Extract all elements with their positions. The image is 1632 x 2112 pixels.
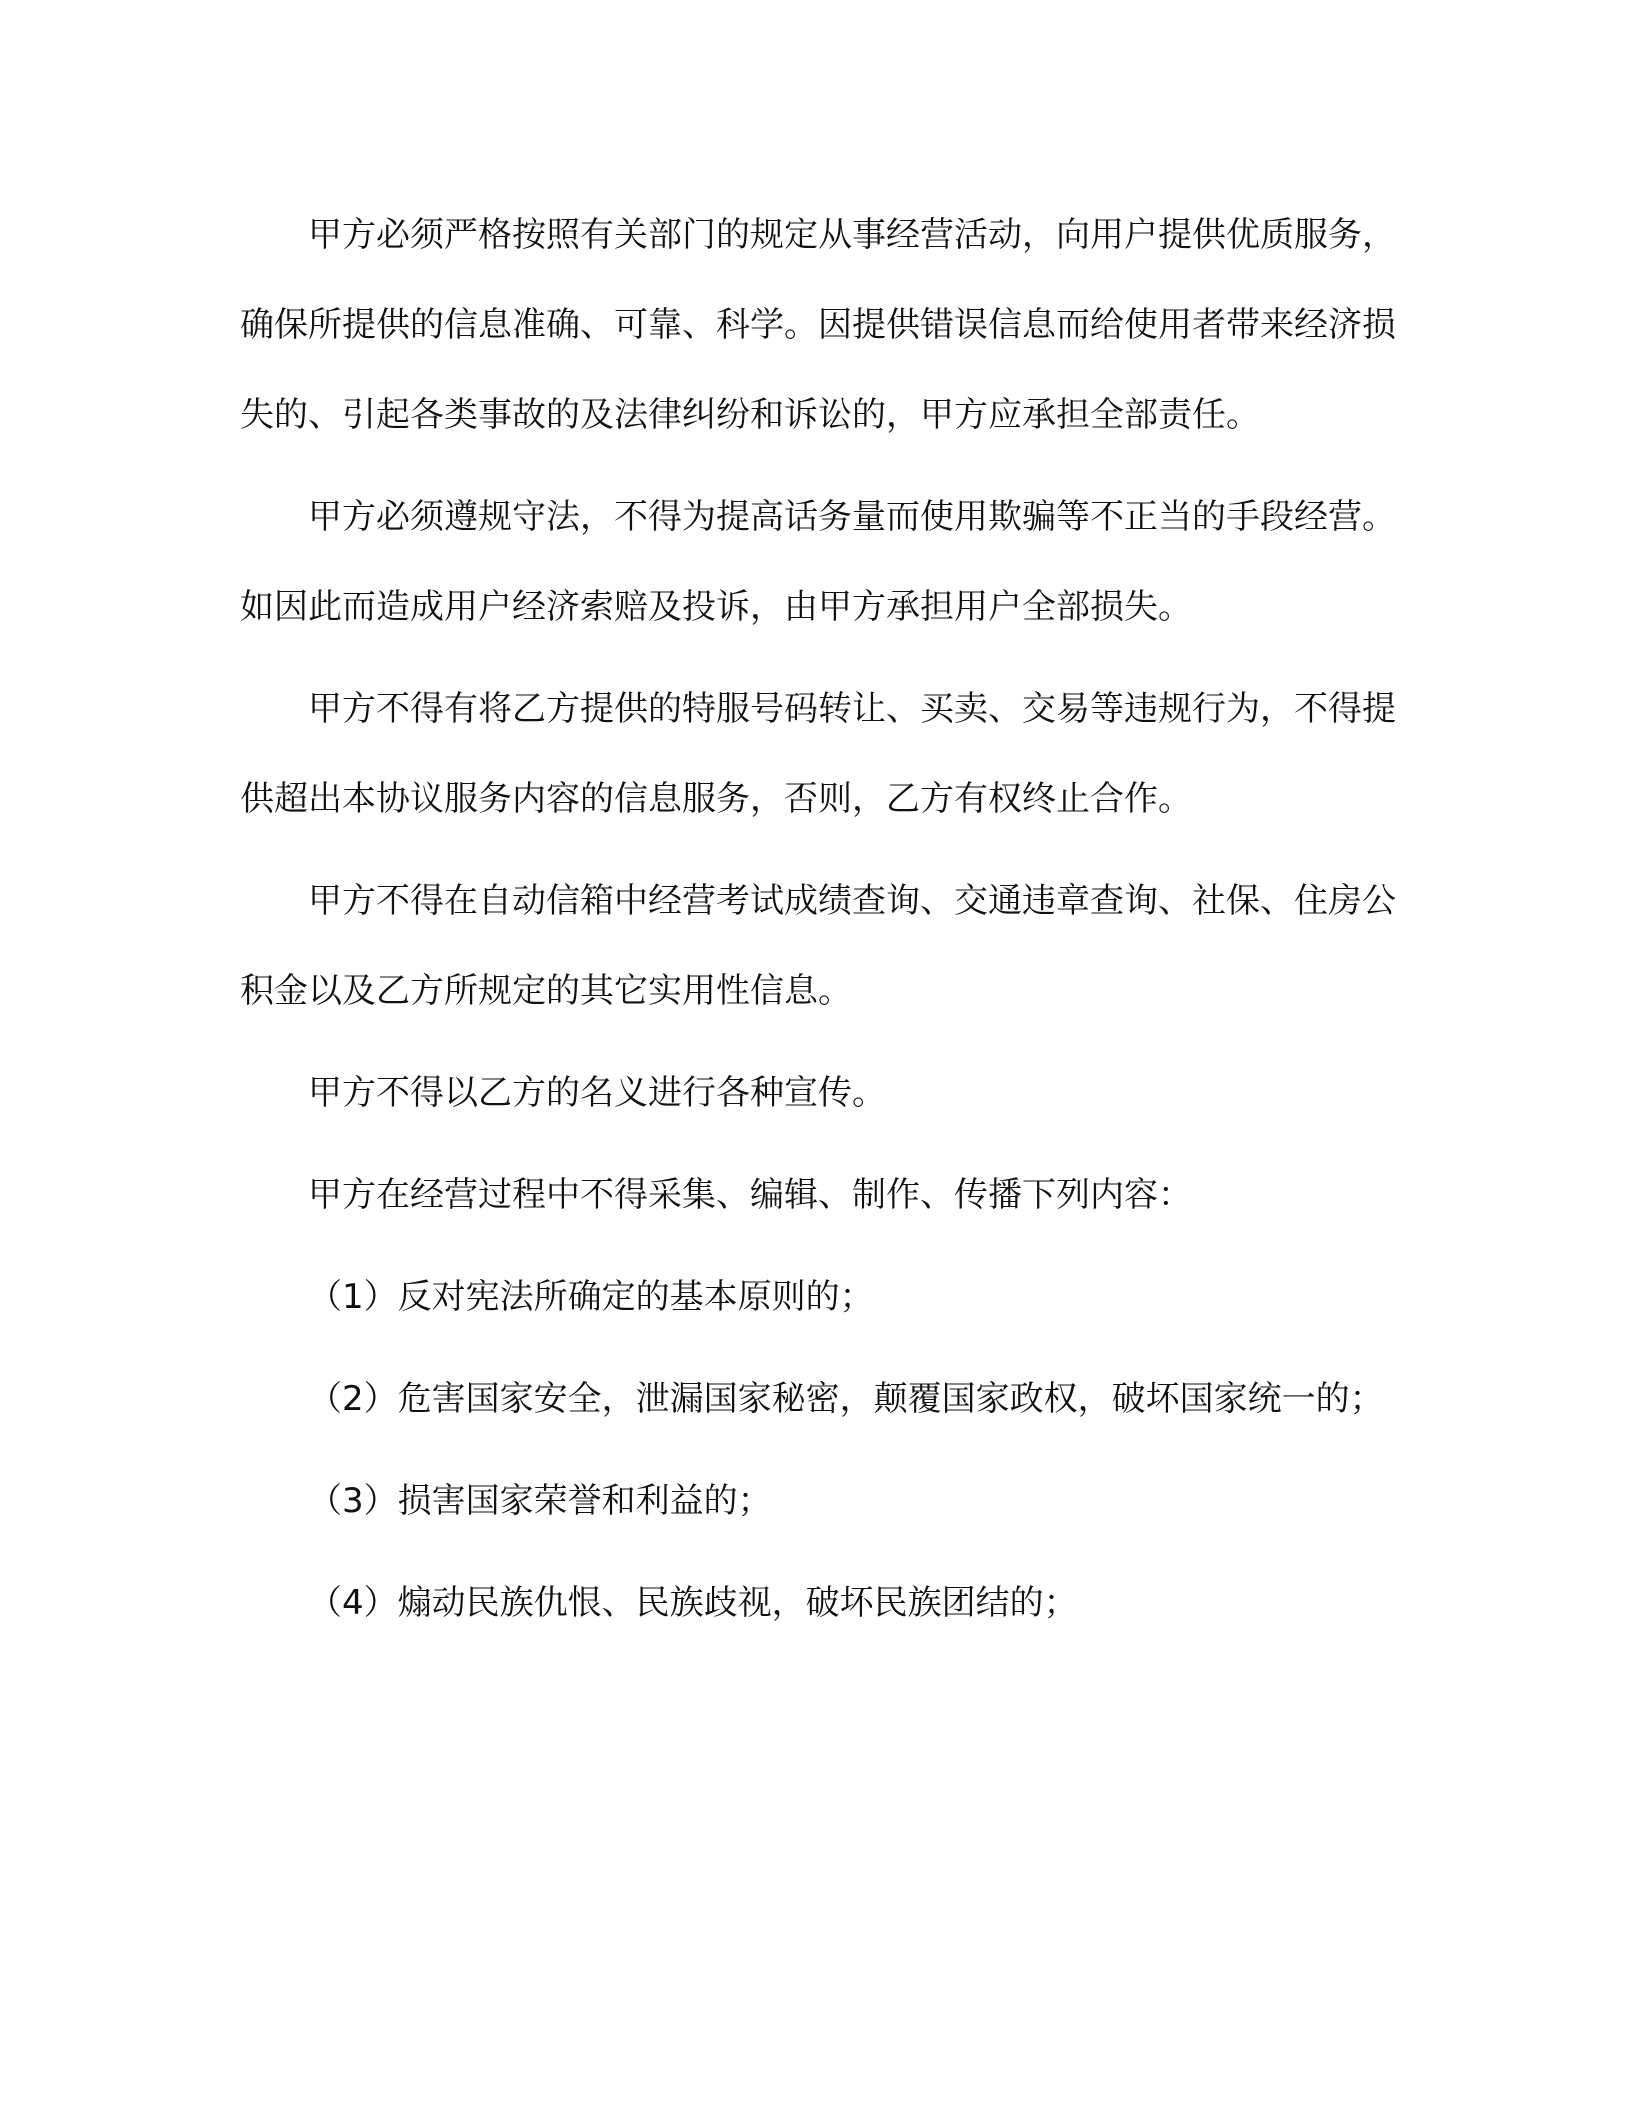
paragraph-6: 甲方在经营过程中不得采集、编辑、制作、传播下列内容： [308, 1175, 1192, 1215]
list-item-2: （2）危害国家安全，泄漏国家秘密，颠覆国家政权，破坏国家统一的； [308, 1379, 1384, 1419]
paragraph-5: 甲方不得以乙方的名义进行各种宣传。 [308, 1073, 886, 1113]
list-item-3: （3）损害国家荣誉和利益的； [308, 1481, 772, 1521]
paragraph-4: 甲方不得在自动信箱中经营考试成绩查询、交通违章查询、社保、住房公积金以及乙方所规定的其它实用性信息。 [240, 881, 1396, 1011]
list-item-1: （1）反对宪法所确定的基本原则的； [308, 1277, 874, 1317]
paragraph-3: 甲方不得有将乙方提供的特服号码转让、买卖、交易等违规行为，不得提供超出本协议服务内容的信息服务，否则，乙方有权终止合作。 [240, 689, 1396, 819]
paragraph-1: 甲方必须严格按照有关部门的规定从事经营活动，向用户提供优质服务，确保所提供的信息准确、可靠、科学。因提供错误信息而给使用者带来经济损失的、引起各类事故的及法律纠纷和诉讼的，甲方应承担全部责任。 [240, 215, 1396, 435]
paragraph-2: 甲方必须遵规守法，不得为提高话务量而使用欺骗等不正当的手段经营。如因此而造成用户经济索赔及投诉，由甲方承担用户全部损失。 [240, 497, 1396, 627]
list-item-4: （4）煽动民族仇恨、民族歧视，破坏民族团结的； [308, 1583, 1078, 1623]
document-body [240, 190, 1400, 1660]
